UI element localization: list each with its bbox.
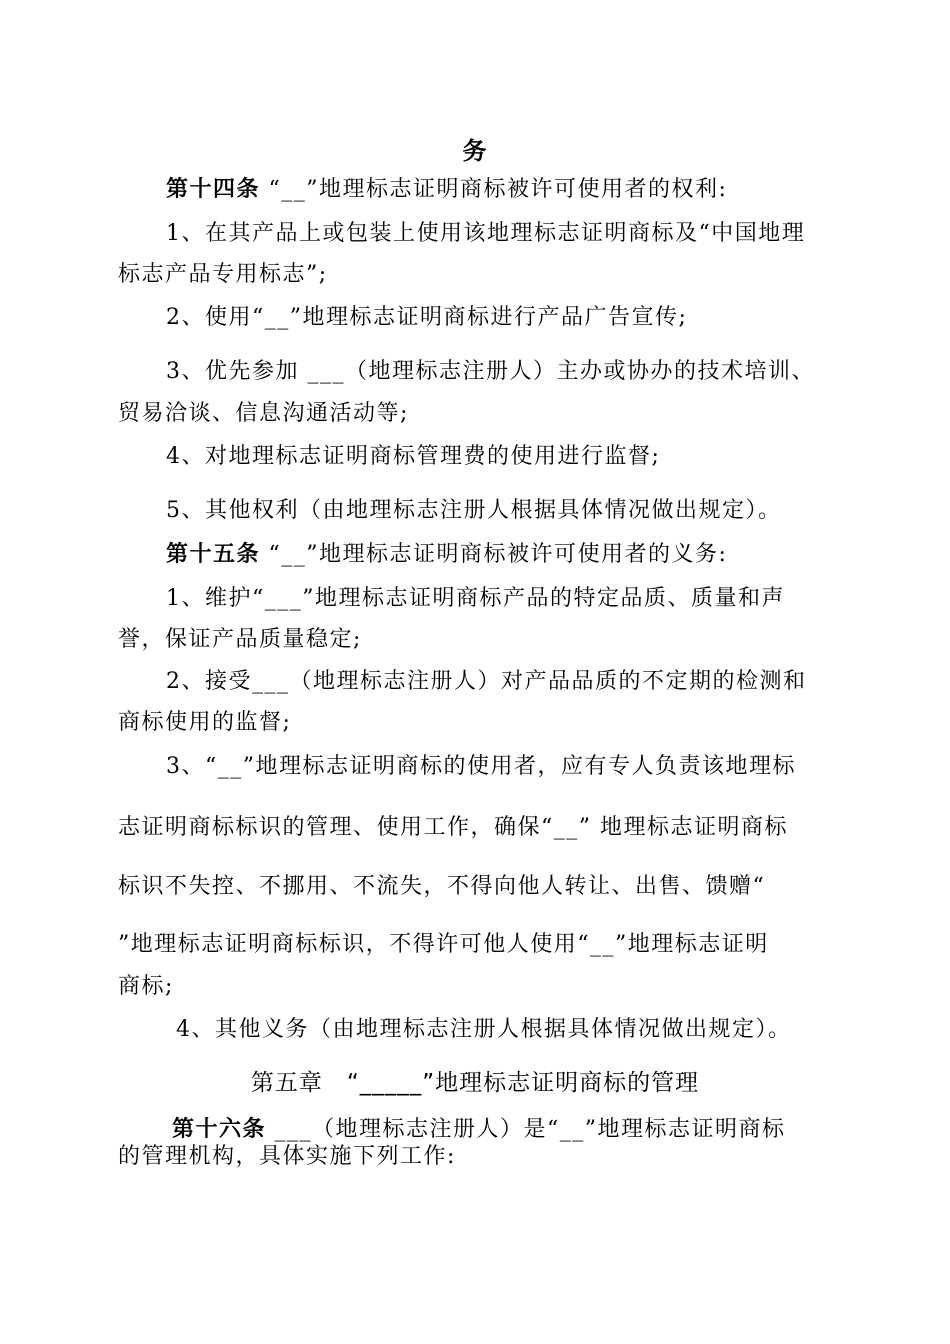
- right-3-line-1: 3、优先参加 ___（地理标志注册人）主办或协办的技术培训、: [166, 359, 815, 384]
- article-16-line-1: [172, 1114, 786, 1145]
- obligation-3-line-4: ”地理标志证明商标标识，不得许可他人使用“__”地理标志证明: [118, 932, 769, 957]
- obligation-3-line-5: 商标;: [118, 974, 174, 999]
- article-16-text: ___（地理标志注册人）是“__”地理标志证明商标: [266, 1117, 786, 1142]
- right-5: 5、其他权利（由地理标志注册人根据具体情况做出规定）。: [166, 498, 782, 523]
- chapter-5-heading: 第五章 “_____”地理标志证明商标的管理: [250, 1070, 700, 1096]
- article-14-text: “__”地理标志证明商标被许可使用者的权利:: [268, 177, 728, 202]
- obligation-3-line-3: 标识不失控、不挪用、不流失，不得向他人转让、出售、馈赠“: [118, 874, 766, 899]
- obligation-1-line-1: 1、维护“___”地理标志证明商标产品的特定品质、质量和声: [166, 586, 785, 611]
- article-15-title: 第十五条: [166, 541, 261, 567]
- article-15-text: “__”地理标志证明商标被许可使用者的义务:: [268, 542, 728, 567]
- article-16-title: 第十六条: [172, 1116, 267, 1142]
- article-16-line-2: 的管理机构，具体实施下列工作:: [118, 1144, 456, 1169]
- right-3-line-2: 贸易洽谈、信息沟通活动等;: [118, 401, 409, 426]
- right-2: 2、使用“__”地理标志证明商标进行产品广告宣传;: [166, 305, 688, 330]
- obligation-2-line-2: 商标使用的监督;: [118, 710, 292, 735]
- obligation-4: 4、其他义务（由地理标志注册人根据具体情况做出规定）。: [176, 1017, 792, 1042]
- right-4: 4、对地理标志证明商标管理费的使用进行监督;: [166, 444, 661, 469]
- obligation-1-line-2: 誉，保证产品质量稳定;: [118, 627, 362, 652]
- continued-heading-fragment: 务: [462, 137, 488, 165]
- article-14: [166, 174, 727, 205]
- article-15: [166, 539, 727, 570]
- right-1-line-2: 标志产品专用标志”;: [118, 262, 328, 287]
- obligation-3-line-2: 志证明商标标识的管理、使用工作，确保“__” 地理标志证明商标: [118, 815, 788, 840]
- article-14-title: 第十四条: [166, 176, 261, 202]
- right-1-line-1: 1、在其产品上或包装上使用该地理标志证明商标及“中国地理: [166, 221, 806, 246]
- obligation-2-line-1: 2、接受___（地理标志注册人）对产品品质的不定期的检测和: [166, 669, 807, 694]
- obligation-3-line-1: 3、“__”地理标志证明商标的使用者，应有专人负责该地理标: [166, 754, 796, 779]
